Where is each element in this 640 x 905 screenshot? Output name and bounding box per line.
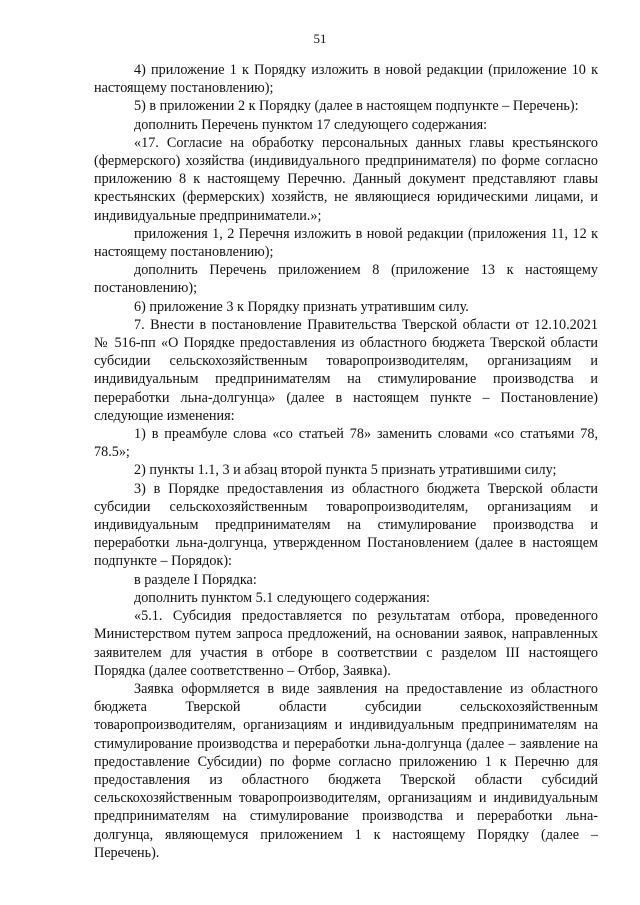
document-body (94, 61, 598, 862)
paragraph-subitem-2: 2) пункты 1.1, 3 и абзац второй пункта 5 признать утратившими силу; (134, 462, 557, 479)
paragraph-item-6: 6) приложение 3 к Порядку признать утратившим силу. (134, 298, 469, 315)
paragraph-quote-17: «17. Согласие на обработку персональных данных главы крестьянского (фермерского) хозяйства (индивидуального предпринимателя) по форме согласно приложению 8 к настоящему Перечню. Данный документ представляют главы крестьянских (фермерских) хозяйств, не являющиеся юридическими лицами, и индивидуальные предприниматели.»; (94, 134, 598, 224)
paragraph-subitem-1: 1) в преамбуле слова «со статьей 78» заменить словами «со статьями 78, 78.5»; (94, 426, 598, 461)
paragraph-item-4: 4) приложение 1 к Порядку изложить в новой редакции (приложение 10 к настоящему постановлению); (94, 62, 598, 97)
paragraph-add-5-1: дополнить пунктом 5.1 следующего содержания: (134, 589, 430, 606)
paragraph-subitem-3: 3) в Порядке предоставления из областного бюджета Тверской области субсидии сельскохозяйственным товаропроизводителям, организациям и индивидуальным предпринимателям на стимулирование производства и переработки льна-долгунца, утвержденном Постановлением (далее в настоящем подпункте – Порядок): (94, 480, 598, 570)
paragraph-add-appendix-8: дополнить Перечень приложением 8 (приложение 13 к настоящему постановлению); (94, 262, 598, 297)
paragraph-appendices-1-2: приложения 1, 2 Перечня изложить в новой редакции (приложения 11, 12 к настоящему постановлению); (94, 225, 598, 261)
paragraph-add-item-17: дополнить Перечень пунктом 17 следующего содержания: (134, 116, 488, 133)
paragraph-item-7: 7. Внести в постановление Правительства Тверской области от 12.10.2021 № 516-пп «О Порядке предоставления из областного бюджета Тверской области субсидии сельскохозяйственным товаропроизводителям, организациям и индивидуальным предпринимателям на стимулирование производства и переработки льна-долгунца» (далее в настоящем пункте – Постановление) следующие изменения: (94, 316, 598, 424)
paragraph-quote-5-1: «5.1. Субсидия предоставляется по результатам отбора, проведенного Министерством путем запроса предложений, на основании заявок, направленных заявителем для участия в отборе в соответствии с разделом III настоящего Порядка (далее соответственно – Отбор, Заявка). (94, 608, 598, 679)
page-number: 51 (313, 31, 327, 46)
paragraph-item-5: 5) в приложении 2 к Порядку (далее в настоящем подпункте – Перечень): (134, 98, 579, 115)
paragraph-application: Заявка оформляется в виде заявления на предоставление из областного бюджета Тверской области субсидии сельскохозяйственным товаропроизводителям, организациям и индивидуальным предпринимателям на стимулирование производства и переработки льна-долгунца (далее – заявление на предоставление Субсидии) по форме согласно приложению 1 к Перечню для предоставления из областного бюджета Тверской области субсидий сельскохозяйственным товаропроизводителям, организациям и индивидуальным предпринимателям на стимулирование производства и переработки льна-долгунца, являющемуся приложением 1 к настоящему Порядку (далее – Перечень). (94, 680, 598, 861)
paragraph-section-1: в разделе I Порядка: (134, 571, 257, 588)
